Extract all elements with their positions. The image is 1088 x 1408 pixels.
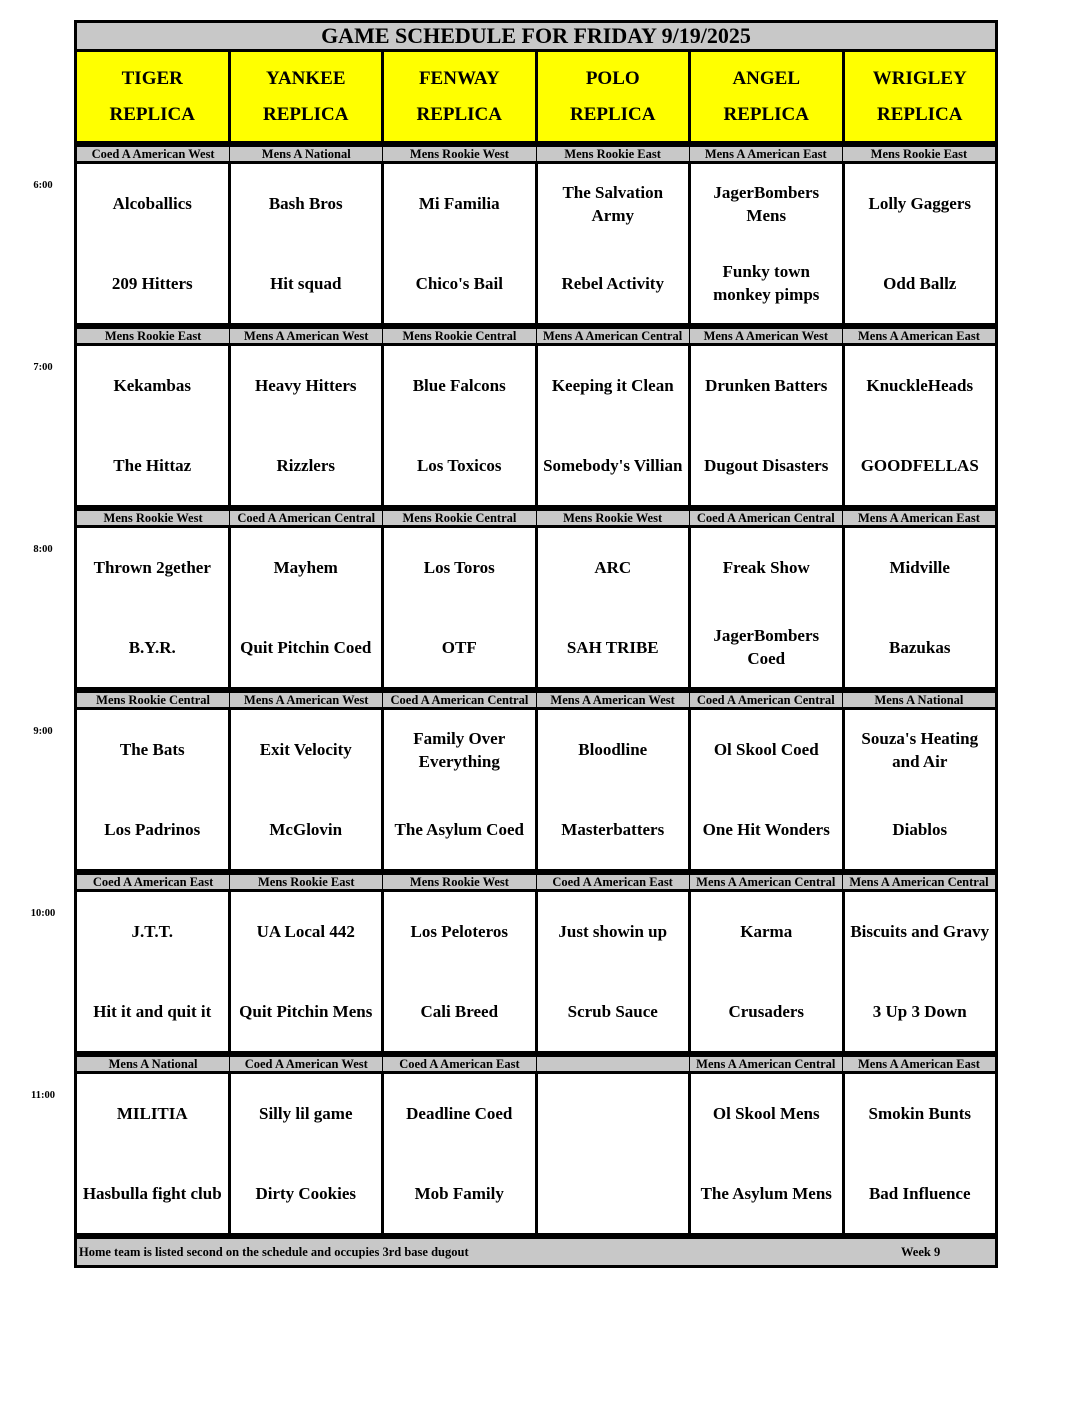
game-cell — [688, 164, 842, 326]
home-team — [538, 1154, 689, 1234]
away-team: ARC — [594, 558, 632, 578]
division-label: Coed A American Central — [382, 693, 535, 707]
field-name: WRIGLEY — [872, 67, 967, 89]
home-team: Scrub Sauce — [567, 1001, 658, 1021]
home-team: Rebel Activity — [561, 273, 664, 293]
division-label: Mens A American Central — [842, 875, 998, 889]
game-cell — [842, 710, 999, 872]
away-team: Smokin Bunts — [868, 1104, 972, 1124]
division-row — [74, 326, 998, 346]
away-team: The Salvation Army — [562, 182, 664, 225]
away-team: Kekambas — [113, 376, 191, 396]
division-row — [74, 1054, 998, 1074]
game-cell — [381, 892, 535, 1054]
field-header — [384, 52, 538, 141]
home-team: Odd Ballz — [883, 273, 957, 293]
away-team: Los Peloteros — [410, 922, 508, 942]
division-label: Mens A National — [842, 693, 998, 707]
game-cell — [535, 164, 689, 326]
away-team: Exit Velocity — [259, 740, 352, 760]
field-name: FENWAY — [418, 67, 500, 89]
home-team: McGlovin — [269, 819, 343, 839]
home-team: Diablos — [892, 819, 948, 839]
away-team: Mayhem — [273, 558, 338, 578]
home-team: SAH TRIBE — [566, 637, 659, 657]
home-team: Hit squad — [270, 273, 342, 293]
home-team: Hit it and quit it — [93, 1001, 212, 1021]
home-team: Chico's Bail — [415, 273, 503, 293]
field-name: ANGEL — [732, 67, 801, 89]
game-cell — [535, 710, 689, 872]
games-row — [74, 1074, 998, 1236]
field-type: REPLICA — [109, 103, 195, 125]
division-label: Mens Rookie West — [536, 511, 689, 525]
home-team: Rizzlers — [276, 455, 336, 475]
time-slot — [33, 326, 998, 508]
division-label: Mens Rookie Central — [382, 329, 535, 343]
division-label: Mens A American Central — [536, 329, 689, 343]
time-label: 7:00 — [33, 362, 53, 373]
division-label: Mens Rookie West — [382, 875, 535, 889]
field-name: YANKEE — [265, 67, 346, 89]
field-header-row — [74, 52, 998, 144]
game-cell — [842, 892, 999, 1054]
division-label: Coed A American Central — [689, 693, 842, 707]
division-label: Coed A American Central — [229, 511, 382, 525]
away-team: Ol Skool Coed — [713, 740, 819, 760]
time-label: 9:00 — [33, 726, 53, 737]
away-team: Midville — [889, 558, 950, 578]
game-cell — [74, 1074, 228, 1236]
away-team: Ol Skool Mens — [712, 1104, 820, 1124]
time-slot — [33, 508, 998, 690]
home-team: B.Y.R. — [128, 637, 176, 657]
division-label: Mens A American West — [229, 329, 382, 343]
time-label: 11:00 — [31, 1090, 55, 1101]
division-label: Coed A American West — [74, 147, 229, 161]
division-label: Coed A American East — [74, 875, 229, 889]
field-header — [691, 52, 845, 141]
division-label: Mens A American East — [842, 1057, 998, 1071]
game-cell — [688, 528, 842, 690]
games-row — [74, 346, 998, 508]
away-team: Silly lil game — [259, 1104, 353, 1124]
away-team: Heavy Hitters — [255, 376, 357, 396]
division-label: Coed A American Central — [689, 511, 842, 525]
division-label: Mens Rookie West — [74, 511, 229, 525]
game-cell — [228, 1074, 382, 1236]
division-label: Mens A National — [74, 1057, 229, 1071]
away-team: Thrown 2gether — [93, 558, 211, 578]
division-row — [74, 872, 998, 892]
home-team: 3 Up 3 Down — [872, 1001, 967, 1021]
away-team: Freak Show — [722, 558, 810, 578]
game-cell — [74, 164, 228, 326]
away-team: Family Over Everything — [413, 728, 506, 771]
game-cell — [842, 1074, 999, 1236]
games-row — [74, 710, 998, 872]
game-cell — [228, 710, 382, 872]
home-team: OTF — [441, 637, 477, 657]
division-label: Mens A American West — [229, 693, 382, 707]
home-team: Crusaders — [728, 1001, 805, 1021]
game-cell — [74, 346, 228, 508]
game-cell — [228, 346, 382, 508]
division-label: Mens A American West — [536, 693, 689, 707]
division-label: Mens Rookie Central — [382, 511, 535, 525]
game-cell — [381, 710, 535, 872]
field-type: REPLICA — [723, 103, 809, 125]
game-cell — [381, 528, 535, 690]
division-label: Coed A American East — [382, 1057, 535, 1071]
away-team: UA Local 442 — [256, 922, 355, 942]
away-team: Bloodline — [578, 740, 648, 760]
time-slot — [31, 1054, 998, 1236]
division-label: Mens Rookie East — [74, 329, 229, 343]
division-row — [74, 144, 998, 164]
division-label: Mens Rookie East — [536, 147, 689, 161]
field-header — [845, 52, 999, 141]
game-cell — [842, 528, 999, 690]
game-cell — [842, 346, 999, 508]
division-row — [74, 690, 998, 710]
home-team: Dugout Disasters — [704, 455, 829, 475]
field-type: REPLICA — [262, 103, 349, 125]
away-team: Lolly Gaggers — [868, 194, 971, 214]
home-team: Somebody's Villian — [543, 455, 683, 475]
week-label: Week 9 — [901, 1244, 941, 1259]
field-type: REPLICA — [416, 103, 502, 125]
away-team: Karma — [740, 922, 793, 942]
away-team: Deadline Coed — [406, 1104, 513, 1124]
time-label: 10:00 — [30, 908, 56, 919]
division-label: Mens A American East — [842, 511, 998, 525]
away-team: Biscuits and Gravy — [850, 922, 990, 942]
division-label: Mens A American Central — [689, 875, 842, 889]
field-name: POLO — [585, 67, 640, 89]
away-team: Drunken Batters — [705, 376, 828, 396]
game-cell — [74, 892, 228, 1054]
game-cell — [535, 346, 689, 508]
division-label: Mens Rookie East — [842, 147, 998, 161]
home-team: Bazukas — [889, 637, 951, 657]
division-label: Coed A American West — [229, 1057, 382, 1071]
division-label: Mens A National — [229, 147, 382, 161]
game-cell — [688, 346, 842, 508]
home-team: Quit Pitchin Coed — [240, 637, 372, 657]
game-cell — [228, 164, 382, 326]
away-team: Bash Bros — [268, 194, 343, 214]
time-slot — [30, 872, 998, 1054]
games-row — [74, 892, 998, 1054]
field-type: REPLICA — [876, 103, 963, 125]
away-team: Alcoballics — [112, 194, 192, 214]
home-team: The Hittaz — [113, 455, 192, 475]
home-team: Cali Breed — [420, 1001, 499, 1021]
home-team: One Hit Wonders — [702, 819, 830, 839]
time-slot — [33, 144, 998, 326]
time-label: 6:00 — [33, 180, 53, 191]
games-row — [74, 528, 998, 690]
home-team: Mob Family — [414, 1183, 504, 1203]
field-header — [77, 52, 231, 141]
away-team: J.T.T. — [131, 922, 173, 942]
home-team: The Asylum Coed — [394, 819, 524, 839]
division-label: Mens A American East — [842, 329, 998, 343]
home-team: The Asylum Mens — [700, 1183, 832, 1203]
home-team: Los Toxicos — [416, 455, 502, 475]
schedule-footer — [74, 1236, 998, 1268]
game-cell — [535, 528, 689, 690]
away-team: Blue Falcons — [412, 376, 506, 396]
game-cell — [74, 528, 228, 690]
away-team: Keeping it Clean — [551, 376, 674, 396]
game-cell — [842, 164, 999, 326]
division-label: Mens A American West — [689, 329, 842, 343]
division-label — [536, 1057, 689, 1071]
home-team: Bad Influence — [868, 1183, 971, 1203]
away-team: KnuckleHeads — [866, 376, 974, 396]
division-label: Mens A American Central — [689, 1057, 842, 1071]
away-team — [538, 1074, 689, 1154]
game-cell — [688, 892, 842, 1054]
time-slots — [30, 144, 998, 1236]
game-cell — [381, 164, 535, 326]
home-team: JagerBombers Coed — [713, 626, 820, 669]
home-team: GOODFELLAS — [860, 455, 979, 475]
field-header — [538, 52, 692, 141]
home-team: Masterbatters — [561, 819, 665, 839]
game-cell — [381, 346, 535, 508]
game-cell — [688, 710, 842, 872]
division-label: Coed A American East — [536, 875, 689, 889]
away-team: Mi Familia — [418, 194, 500, 214]
home-team: Los Padrinos — [104, 819, 201, 839]
away-team: JagerBombers Mens — [713, 182, 820, 225]
away-team: Just showin up — [558, 922, 668, 942]
footer-note: Home team is listed second on the schedule and occupies 3rd base dugout — [79, 1244, 469, 1259]
home-team: 209 Hitters — [111, 273, 193, 293]
game-cell — [535, 1074, 689, 1236]
game-cell — [228, 892, 382, 1054]
time-slot — [33, 690, 998, 872]
division-row — [74, 508, 998, 528]
home-team: Quit Pitchin Mens — [239, 1001, 373, 1021]
game-cell — [74, 710, 228, 872]
home-team: Dirty Cookies — [255, 1183, 357, 1203]
home-team: Hasbulla fight club — [82, 1183, 222, 1203]
game-cell — [688, 1074, 842, 1236]
division-label: Mens A American East — [689, 147, 842, 161]
game-cell — [535, 892, 689, 1054]
time-label: 8:00 — [33, 544, 53, 555]
game-cell — [228, 528, 382, 690]
away-team: MILITIA — [116, 1104, 188, 1124]
away-team: The Bats — [119, 740, 185, 760]
division-label: Mens Rookie West — [382, 147, 535, 161]
games-row — [74, 164, 998, 326]
schedule-title: GAME SCHEDULE FOR FRIDAY 9/19/2025 — [74, 20, 998, 52]
home-team: Funky town monkey pimps — [713, 262, 820, 305]
game-cell — [381, 1074, 535, 1236]
field-name: TIGER — [121, 67, 183, 89]
field-header — [231, 52, 385, 141]
away-team: Souza's Heating and Air — [861, 728, 979, 771]
division-label: Mens Rookie East — [229, 875, 382, 889]
division-label: Mens Rookie Central — [74, 693, 229, 707]
away-team: Los Toros — [423, 558, 495, 578]
schedule-table — [30, 20, 998, 1268]
field-type: REPLICA — [569, 103, 656, 125]
